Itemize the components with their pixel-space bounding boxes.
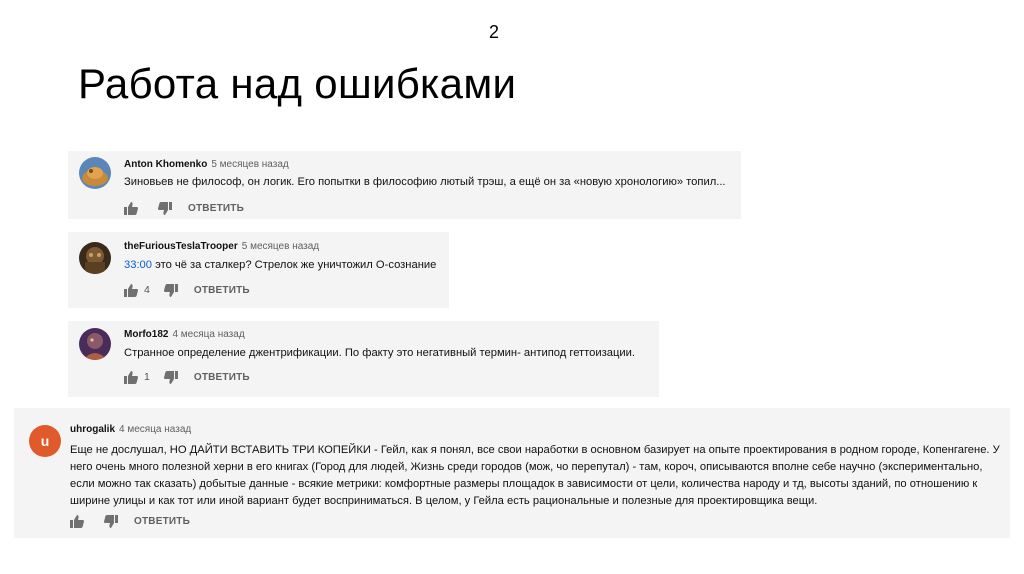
comment-actions	[124, 200, 244, 216]
dislike-icon[interactable]	[164, 371, 178, 384]
like-icon[interactable]	[124, 284, 138, 297]
comment-time[interactable]: 4 месяца назад	[119, 424, 192, 435]
comment-author[interactable]: theFuriousTeslaTrooper	[124, 241, 238, 252]
page-number: 2	[489, 22, 500, 42]
avatar[interactable]	[79, 157, 111, 189]
dislike-icon[interactable]	[104, 515, 118, 528]
like-count: 4	[144, 284, 150, 296]
reply-button[interactable]: ОТВЕТИТЬ	[188, 202, 244, 214]
comment-time[interactable]: 5 месяцев назад	[241, 241, 320, 252]
reply-button[interactable]: ОТВЕТИТЬ	[134, 515, 190, 527]
comment-body: это чё за сталкер? Стрелок же уничтожил О-сознание	[152, 259, 437, 271]
comment-actions	[124, 369, 250, 385]
avatar[interactable]	[29, 425, 61, 457]
comment-text: Зиновьев не философ, он логик. Его попытки в философию лютый трэш, а ещё он за «новую хронологию» топил...	[124, 176, 726, 188]
like-icon[interactable]	[70, 515, 84, 528]
timestamp-link[interactable]: 33:00	[124, 259, 152, 271]
comment-actions	[70, 513, 190, 529]
avatar-letter: u	[40, 433, 50, 449]
comment-card	[68, 321, 659, 397]
comment-text	[124, 259, 436, 271]
like-count: 1	[144, 371, 150, 383]
comment-card	[14, 408, 1010, 538]
dislike-icon[interactable]	[164, 284, 178, 297]
comment-meta	[124, 241, 319, 252]
avatar[interactable]	[79, 328, 111, 360]
dislike-icon[interactable]	[158, 202, 172, 215]
comment-meta	[124, 159, 289, 170]
like-icon[interactable]	[124, 371, 138, 384]
reply-button[interactable]: ОТВЕТИТЬ	[193, 371, 250, 383]
reply-button[interactable]: ОТВЕТИТЬ	[193, 284, 250, 296]
slide-title: Работа над ошибками	[78, 60, 517, 107]
comment-author[interactable]: Morfo182	[124, 329, 169, 340]
comment-card	[68, 151, 741, 219]
comment-time[interactable]: 4 месяца назад	[172, 329, 245, 340]
comment-actions	[124, 282, 250, 298]
comment-time[interactable]: 5 месяцев назад	[211, 159, 289, 170]
comment-text: Странное определение джентрификации. По факту это негативный термин- антипод геттоизации.	[124, 347, 636, 359]
comment-author[interactable]: uhrogalik	[70, 424, 116, 435]
comment-author[interactable]: Anton Khomenko	[124, 159, 208, 170]
comment-card	[68, 232, 449, 308]
comment-text: Еще не дослушал, НО ДАЙТИ ВСТАВИТЬ ТРИ КОПЕЙКИ - Гейл, как я понял, все свои наработки в основном базирует на опыте проектирования в родном городе, Копенгагене. У него очень много полезной херни в его книгах (Город для людей, Жизнь среди городов (мож, чо перепутал) - там, короч, описываются вполне себе научно (экспериментально, если можно так сказать) добытые данные - всякие метрики: комфортные размеры площадок в зависимости от цели, количества народу и тд, высоты зданий, по отношению к ширине улицы и как тот или иной вариант будет восприниматься. В целом, у Гейла есть рациональные и полезные для проектировщика вещи.	[70, 444, 1000, 507]
avatar[interactable]	[79, 242, 111, 274]
comment-meta	[124, 329, 245, 340]
comment-meta	[70, 424, 191, 435]
like-icon[interactable]	[124, 202, 138, 215]
